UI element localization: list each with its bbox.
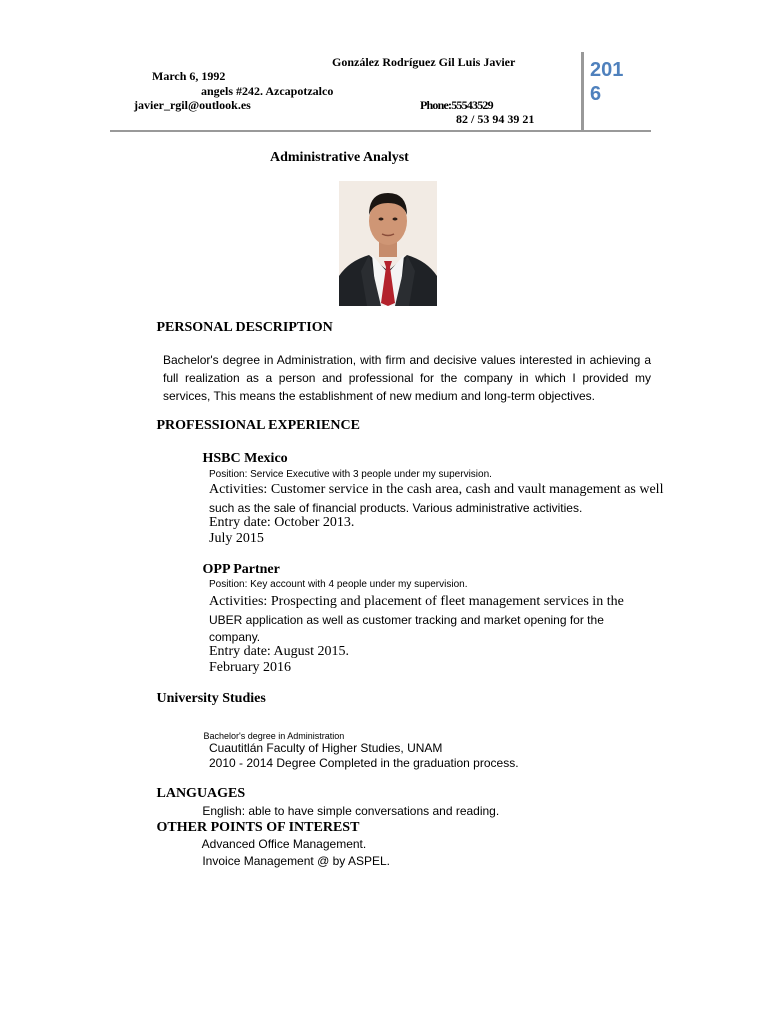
job-company	[187, 562, 280, 578]
languages-title: LANGUAGES	[156, 786, 246, 801]
interest-heading	[141, 820, 359, 836]
interest-item	[187, 837, 366, 851]
full-name: González Rodríguez Gil Luis Javier	[332, 55, 516, 69]
interest-text: Invoice Management @ by ASPEL.	[202, 854, 390, 868]
year-label: 2016	[590, 59, 624, 105]
job-activities-line: Activities: Customer service in the cash area, cash and vault management as well	[209, 482, 664, 497]
university-title: University Studies	[156, 691, 266, 706]
personal-description-heading	[141, 320, 333, 336]
job-title: Administrative Analyst	[270, 150, 409, 165]
job-entry-date: Entry date: August 2015.	[209, 644, 349, 659]
job-position: Position: Key account with 4 people under my supervision.	[209, 579, 468, 590]
interest-title: OTHER POINTS OF INTEREST	[156, 820, 360, 835]
job-company	[187, 451, 288, 467]
birth-date: March 6, 1992	[152, 69, 226, 83]
email[interactable]: javier_rgil@outlook.es	[134, 98, 251, 112]
job-activities-line: Activities: Prospecting and placement of fleet management services in the	[209, 594, 624, 609]
address: angels #242. Azcapotzalco	[201, 84, 334, 98]
language-item	[187, 804, 499, 818]
header-vertical-divider	[581, 52, 584, 132]
profile-photo	[339, 181, 437, 306]
personal-description-title: PERSONAL DESCRIPTION	[156, 320, 333, 335]
phone: Phone:55543529	[420, 98, 493, 112]
job-activities-line: company.	[209, 630, 261, 644]
study-period: 2010 - 2014 Degree Completed in the graduation process.	[209, 756, 519, 770]
university-heading	[141, 691, 266, 707]
job-activities-line: such as the sale of financial products. Various administrative activities.	[209, 501, 583, 515]
interest-item	[187, 854, 390, 868]
language-text: English: able to have simple conversations and reading.	[202, 804, 500, 818]
personal-description-text: Bachelor's degree in Administration, with firm and decisive values interested in achieving a full realization as a person and professional for the company in which I provided my services, This means the establishment of new medium and long-term objectives.	[163, 353, 651, 403]
school-name: Cuautitlán Faculty of Higher Studies, UNAM	[209, 741, 443, 755]
phone-secondary: 82 / 53 94 39 21	[456, 112, 535, 126]
header-horizontal-divider	[110, 130, 651, 132]
professional-experience-heading	[141, 418, 360, 434]
job-exit-date: February 2016	[209, 660, 292, 675]
job-entry-date: Entry date: October 2013.	[209, 515, 355, 530]
job-exit-date: July 2015	[209, 531, 264, 546]
job-activities-line: UBER application as well as customer tracking and market opening for the	[209, 613, 604, 627]
job-company-name: HSBC Mexico	[202, 451, 288, 466]
job-company-name: OPP Partner	[202, 562, 280, 577]
degree-name: Bachelor's degree in Administration	[203, 731, 345, 741]
professional-experience-title: PROFESSIONAL EXPERIENCE	[156, 418, 360, 433]
interest-text: Advanced Office Management.	[201, 837, 367, 851]
languages-heading	[141, 786, 245, 802]
job-position: Position: Service Executive with 3 people under my supervision.	[209, 469, 492, 480]
